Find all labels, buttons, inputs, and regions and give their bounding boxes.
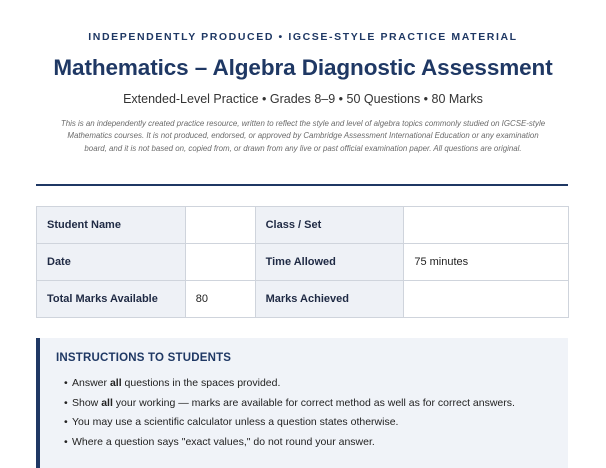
instructions-panel — [36, 338, 568, 468]
date-label: Date — [37, 244, 186, 281]
marks-achieved-field[interactable] — [404, 281, 569, 318]
list-item — [64, 394, 515, 414]
total-marks-value: 80 — [185, 281, 255, 318]
student-name-label: Student Name — [37, 207, 186, 244]
instruction-text: Show — [72, 396, 102, 409]
instruction-text: Where a question says "exact values," do not round your answer. — [72, 435, 375, 448]
table-row — [37, 281, 569, 318]
instructions-heading: INSTRUCTIONS TO STUDENTS — [56, 352, 232, 364]
header-divider — [36, 184, 568, 186]
page-title: Mathematics – Algebra Diagnostic Assessment — [53, 55, 553, 80]
bullet-icon: • — [64, 416, 68, 428]
list-item — [64, 413, 515, 433]
bullet-icon: • — [64, 435, 68, 448]
time-allowed-value: 75 minutes — [404, 244, 569, 281]
instruction-emphasis: all — [101, 396, 113, 409]
page-subtitle: Extended-Level Practice • Grades 8–9 • 50 Questions • 80 Marks — [123, 92, 483, 106]
kicker-label: INDEPENDENTLY PRODUCED • IGCSE-STYLE PRACTICE MATERIAL — [88, 31, 518, 43]
table-row — [37, 207, 569, 244]
instruction-text: questions in the spaces provided. — [121, 377, 281, 389]
table-row — [37, 244, 569, 281]
bullet-icon: • — [64, 396, 68, 409]
class-set-label: Class / Set — [255, 207, 404, 244]
list-item — [64, 374, 515, 394]
class-set-field[interactable] — [404, 207, 569, 244]
bullet-icon: • — [64, 377, 68, 389]
date-field[interactable] — [185, 244, 255, 281]
instruction-text: You may use a scientific calculator unless a question states otherwise. — [72, 416, 399, 428]
instruction-text: your working — marks are available for correct method as well as for correct answers. — [112, 396, 515, 409]
time-allowed-label: Time Allowed — [255, 244, 404, 281]
student-name-field[interactable] — [185, 207, 255, 244]
total-marks-label: Total Marks Available — [37, 281, 186, 318]
instructions-list — [64, 374, 515, 452]
marks-achieved-label: Marks Achieved — [255, 281, 404, 318]
disclaimer-text: This is an independently created practice resource, written to reflect the style and level of algebra topics commonly studied on IGCSE-style Mathematics courses. It is not produced, endorsed, or approved by Cambridge Assessment International Education or any examination board, and it is not based on, copied from, or drawn from any live or past official examination paper. All questions are original. — [60, 119, 546, 153]
list-item — [64, 433, 515, 453]
instruction-text: Answer — [72, 377, 110, 389]
instruction-emphasis: all — [109, 377, 122, 389]
student-info-table — [36, 206, 569, 318]
